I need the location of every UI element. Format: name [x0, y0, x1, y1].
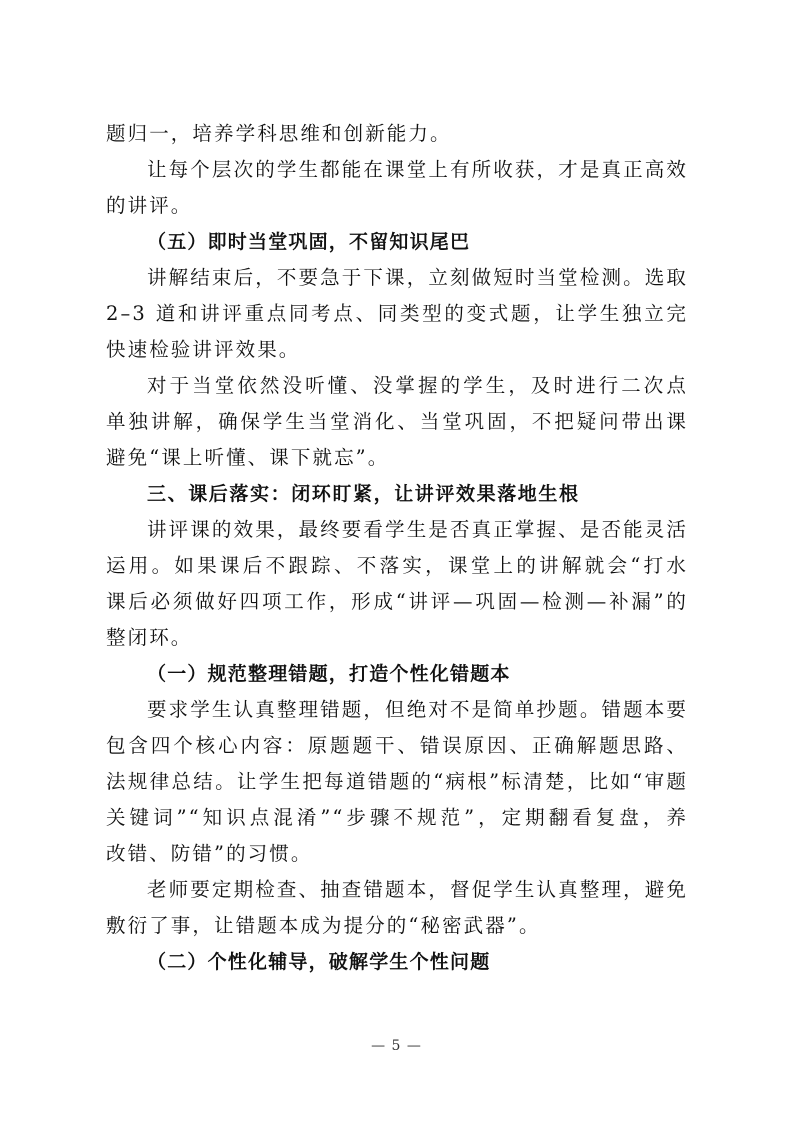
- paragraph-line: 让每个层次的学生都能在课堂上有所收获，才是真正高效: [147, 158, 688, 181]
- paragraph-line: 2–3 道和讲评重点同考点、同类型的变式题，让学生独立完: [106, 302, 688, 325]
- paragraph-line: 题归一，培养学科思维和创新能力。: [106, 122, 452, 145]
- document-body: [106, 116, 688, 980]
- paragraph-line: 包含四个核心内容：原题题干、错误原因、正确解题思路、: [106, 734, 688, 757]
- section-heading: （二）个性化辅导，破解学生个性问题: [147, 951, 491, 973]
- paragraph-line: 讲解结束后，不要急于下课，立刻做短时当堂检测。选取: [147, 266, 688, 289]
- paragraph-line: 避免“课上听懂、课下就忘”。: [106, 446, 390, 469]
- page-number: — 5 —: [371, 1038, 422, 1054]
- paragraph-line: 关键词”“知识点混淆”“步骤不规范”，定期翻看复盘，养: [106, 806, 688, 829]
- chapter-heading: 三、课后落实：闭环盯紧，让讲评效果落地生根: [147, 483, 580, 505]
- paragraph-line: 课后必须做好四项工作，形成“讲评—巩固—检测—补漏”的: [106, 590, 688, 613]
- paragraph-line: 要求学生认真整理错题，但绝对不是简单抄题。错题本要: [147, 698, 688, 721]
- section-heading: （一）规范整理错题，打造个性化错题本: [147, 663, 511, 685]
- paragraph-line: 改错、防错”的习惯。: [106, 842, 313, 865]
- paragraph-line: 单独讲解，确保学生当堂消化、当堂巩固，不把疑问带出课: [106, 410, 688, 433]
- section-heading: （五）即时当堂巩固，不留知识尾巴: [147, 231, 471, 253]
- paragraph-line: 整闭环。: [106, 626, 193, 649]
- paragraph-line: 对于当堂依然没听懂、没掌握的学生，及时进行二次点: [147, 374, 688, 397]
- paragraph-line: 法规律总结。让学生把每道错题的“病根”标清楚，比如“审题: [106, 770, 688, 793]
- paragraph-line: 快速检验讲评效果。: [106, 338, 301, 361]
- paragraph-line: 敷衍了事，让错题本成为提分的“秘密武器”。: [106, 914, 541, 937]
- paragraph-line: 老师要定期检查、抽查错题本，督促学生认真整理，避免: [147, 878, 688, 901]
- paragraph-line: 的讲评。: [106, 194, 193, 217]
- paragraph-line: 运用。如果课后不跟踪、不落实，课堂上的讲解就会“打水: [106, 554, 688, 577]
- paragraph-line: 讲评课的效果，最终要看学生是否真正掌握、是否能灵活: [147, 518, 688, 541]
